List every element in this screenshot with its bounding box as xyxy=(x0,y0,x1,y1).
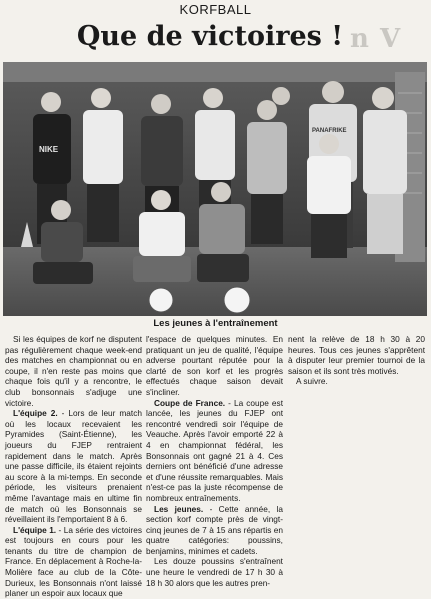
team1-lead: L'équipe 1. xyxy=(13,524,57,535)
article-column-3 xyxy=(288,334,425,387)
section-kicker: KORFBALL xyxy=(179,2,252,17)
photo-caption: Les jeunes à l'entraînement xyxy=(153,318,278,329)
adjacent-headline-fragment: n V xyxy=(350,24,402,54)
team1-text: - La série des victoires est toujours en cours pour les tenants du titre de champion de France. En déplacement à Roche-la-Molière face au club de la Côte-Durieux, les Bonsonnais n'ont laissé planer un espoir aux locaux que xyxy=(5,524,142,599)
team2-text: - Lors de leur match où les locaux recevaient les Pyramides (Saint-Étienne), les joueurs du FJEP rentraient rapidement dans le match. Après une passe difficile, ils étaient rejoints au score à la mi-temps. En seconde période, les visiteurs prenaient même l'avantage mais en ultime fin de match où les Bonsonnais se réveillaient ils l'emportaient 8 à 6. xyxy=(5,408,142,525)
cup-text: - La coupe est lancée, les jeunes du FJEP ont rencontré vendredi soir l'équipe de Veauche. Après l'avoir emporté 22 à 4 en championnat fédéral, les Bonsonnais ont gagné 21 à 4. Ces derniers ont bénéficié d'une adresse et d'une réussite remarquables. Mais n'est-ce pas la juste récompense de nombreux entraînements. xyxy=(146,397,284,503)
team-photo-illustration xyxy=(3,62,427,316)
team2-lead: L'équipe 2. xyxy=(13,408,58,419)
article-headline: Que de victoires ! xyxy=(76,21,344,52)
training-paragraph: Les douze poussins s'entraînent une heure le vendredi de 17 h 30 à 18 h 30 alors que les autres pren- xyxy=(146,556,283,588)
shirt-logo-text: PANAFRIKE xyxy=(312,128,347,134)
youth-text: - Cette année, la section korf compte près de vingt-cinq jeunes de 7 à 15 ans répartis en quatre catégories: poussins, benjamins, minimes et cadets. xyxy=(146,503,283,556)
cup-lead: Coupe de France. xyxy=(154,397,226,408)
continuation-paragraph: l'espace de quelques minutes. En pratiquant un jeu de qualité, l'équipe adverse pourtant réputée pour la clarté de son korf et les progrès effectués chaque saison devait s'incliner. xyxy=(146,334,283,397)
team1-paragraph xyxy=(5,525,142,599)
signoff: A suivre. xyxy=(296,376,328,387)
intro-paragraph: Si les équipes de korf ne disputent pas régulièrement chaque week-end des matches en championnat ou en coupe, il n'en reste pas moins que chaque fois qu'il y a rencontre, le club bonsonnais s'adjuge une victoire. xyxy=(5,334,142,408)
shirt-logo-text: NIKE xyxy=(39,145,59,154)
youth-lead: Les jeunes. xyxy=(154,503,204,514)
youth-paragraph xyxy=(146,504,283,557)
article-column-1 xyxy=(5,334,142,599)
closing-paragraph: nent la relève de 18 h 30 à 20 heures. Tous ces jeunes s'apprêtent à disputer leur premier tournoi de la saison et ils sont très motivés. xyxy=(288,334,425,376)
cup-paragraph xyxy=(146,398,283,504)
team-photo xyxy=(3,62,427,316)
team2-paragraph xyxy=(5,408,142,525)
article-column-2 xyxy=(146,334,283,588)
